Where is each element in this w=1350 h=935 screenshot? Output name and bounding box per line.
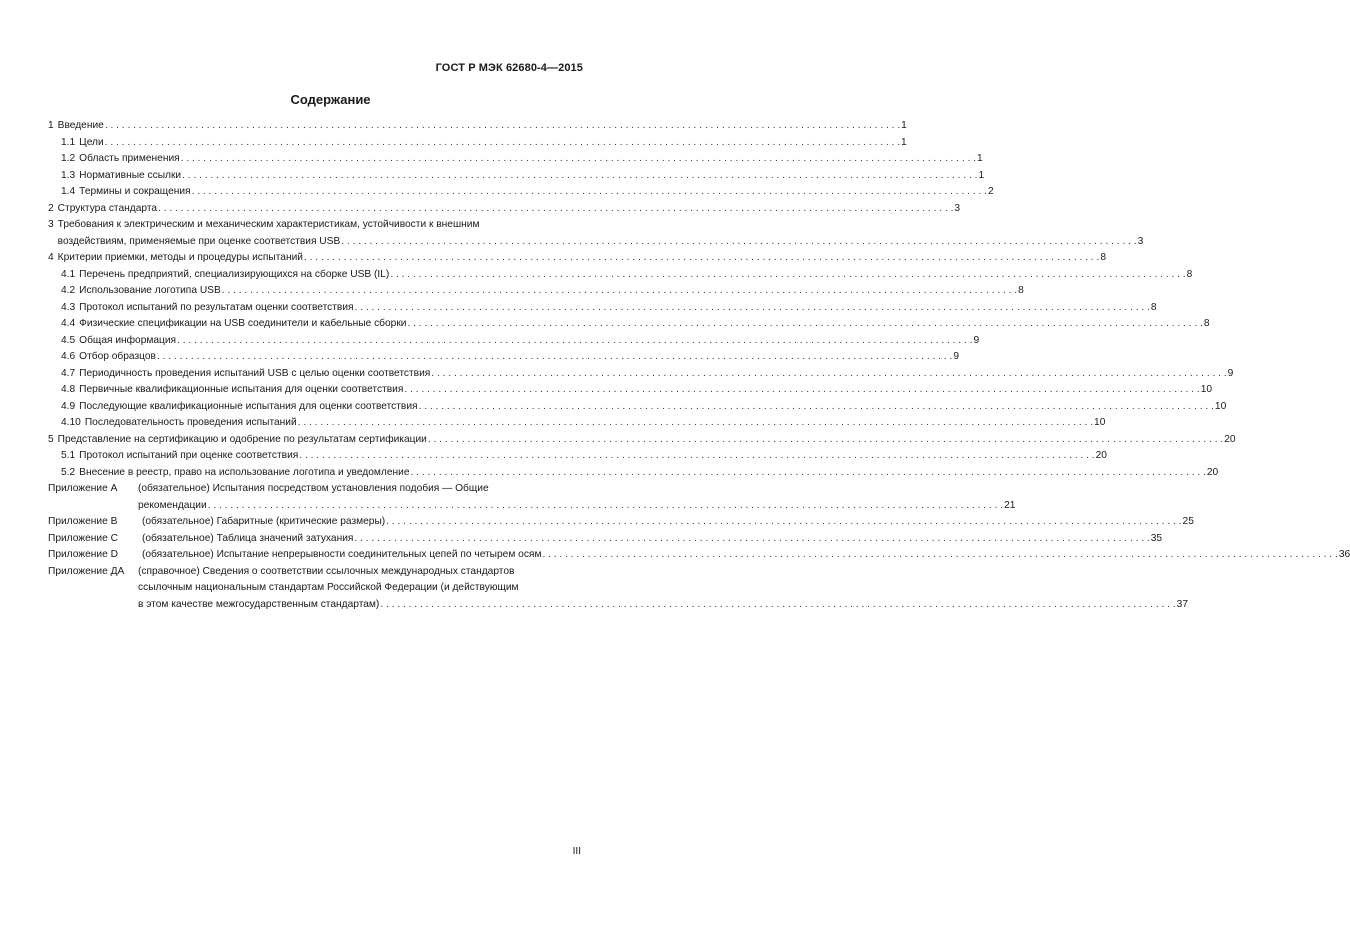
toc-title: Структура стандарта: [57, 202, 158, 214]
toc-number: 1.4: [61, 186, 76, 197]
toc-number: 5.2: [61, 466, 76, 478]
toc-title: Общая информация: [79, 334, 177, 346]
toc-page: 3: [1137, 235, 1144, 247]
toc-entry[interactable]: [48, 151, 983, 168]
toc-number: 4.2: [61, 285, 76, 296]
toc-page: 10: [1094, 417, 1106, 428]
toc-title: Протокол испытаний по результатам оценки соответствия: [79, 301, 354, 313]
toc-title: Первичные квалификационные испытания для оценки соответствия: [79, 384, 404, 395]
toc-title: Цели: [79, 136, 104, 148]
toc-number: 4.10: [61, 417, 81, 428]
toc-page: 9: [1227, 367, 1234, 379]
toc-entry[interactable]: [48, 135, 907, 152]
toc-title: Термины и сокращения: [79, 186, 191, 197]
toc-number: 1.3: [61, 169, 76, 181]
toc-number: 4.3: [61, 301, 76, 313]
toc-number: 4.7: [61, 367, 76, 379]
toc-title: Перечень предприятий, специализирующихся на сборке USB (IL): [79, 268, 390, 280]
toc-number: 4.4: [61, 318, 76, 329]
toc-page: 25: [1182, 516, 1194, 527]
toc-entry[interactable]: [48, 366, 1234, 383]
toc-title-line: ссылочным национальным стандартам Российской Федерации (и действующим: [138, 582, 519, 593]
toc-title: Последовательность проведения испытаний: [84, 417, 297, 428]
toc-entry[interactable]: [48, 333, 980, 350]
toc-title: (обязательное) Таблица значений затухания: [142, 532, 354, 544]
toc-page: 20: [1206, 466, 1219, 478]
toc-title: (обязательное) Испытание непрерывности соединительных цепей по четырем осям: [142, 549, 542, 560]
toc-title: Область применения: [79, 153, 180, 164]
toc-page: 35: [1150, 532, 1163, 544]
toc-title: Критерии приемки, методы и процедуры испытаний: [57, 252, 303, 263]
toc-title-line: в этом качестве межгосударственным стандартам): [138, 598, 380, 610]
toc-title: Введение: [57, 120, 104, 131]
toc-number: 4.1: [61, 268, 76, 280]
toc-entry[interactable]: [48, 201, 961, 218]
toc-appendix-entry[interactable]: [48, 564, 1189, 614]
toc-page: 37: [1176, 598, 1189, 610]
toc-appendix-label: Приложение С: [48, 532, 118, 544]
toc-appendix-label: Приложение D: [48, 549, 118, 560]
toc-title-line: Требования к электрическим и механическим характеристикам, устойчивости к внешним: [57, 219, 480, 230]
toc-page: 10: [1200, 384, 1213, 395]
toc-appendix-entry[interactable]: [48, 481, 1016, 514]
toc-number: 2: [48, 202, 54, 214]
toc-entry[interactable]: [48, 168, 985, 185]
toc-appendix-entry[interactable]: [48, 531, 1163, 548]
toc-page: 21: [1004, 499, 1016, 511]
toc-title-line: воздействиям, применяемые при оценке соответствия USB: [57, 235, 341, 247]
toc-entry[interactable]: [48, 300, 1157, 317]
toc-page: 1: [977, 153, 983, 164]
toc-number: 4.6: [61, 351, 76, 362]
toc-entry[interactable]: [48, 349, 959, 366]
page-title: Содержание: [290, 92, 371, 107]
toc-page: 3: [954, 202, 961, 214]
toc-entry[interactable]: [48, 250, 1106, 267]
toc-number: 1.1: [61, 136, 76, 148]
toc-page: 36: [1338, 549, 1350, 560]
toc-title: (обязательное) Габаритные (критические размеры): [142, 516, 386, 527]
toc-number: 4.8: [61, 384, 76, 395]
toc-entry[interactable]: [48, 316, 1210, 333]
toc-page: 8: [1186, 268, 1193, 280]
toc-appendix-label: Приложение ДА: [48, 565, 125, 577]
toc-title: Внесение в реестр, право на использование логотипа и уведомление: [79, 466, 410, 478]
toc-number: 3: [48, 219, 54, 230]
toc-page: 8: [1203, 318, 1210, 329]
toc-page: 10: [1214, 400, 1227, 412]
toc-entry[interactable]: [48, 283, 1024, 300]
page-number: III: [572, 846, 581, 857]
toc-title: Нормативные ссылки: [79, 169, 182, 181]
toc-title-line: рекомендации: [138, 499, 207, 511]
toc-appendix-label: Приложение В: [48, 516, 118, 527]
toc-appendix-entry[interactable]: [48, 514, 1194, 531]
toc-page: 20: [1095, 450, 1107, 461]
toc-title: Протокол испытаний при оценке соответствия: [79, 450, 299, 461]
toc-page: 9: [973, 334, 980, 346]
toc-entry[interactable]: [48, 217, 1144, 250]
toc-number: 4.5: [61, 334, 76, 346]
toc-page: 1: [978, 169, 985, 181]
table-of-contents: [48, 118, 1350, 613]
toc-number: 4: [48, 252, 54, 263]
toc-number: 4.9: [61, 400, 76, 412]
toc-entry[interactable]: [48, 432, 1236, 449]
toc-title: Использование логотипа USB: [79, 285, 221, 296]
toc-entry[interactable]: [48, 415, 1106, 432]
toc-page: 8: [1150, 301, 1157, 313]
toc-entry[interactable]: [48, 382, 1213, 399]
toc-title: Представление на сертификацию и одобрение по результатам сертификации: [57, 433, 427, 445]
toc-page: 9: [953, 351, 959, 362]
toc-number: 1.2: [61, 153, 76, 164]
toc-number: 5: [48, 433, 54, 445]
document-id: ГОСТ Р МЭК 62680-4—2015: [435, 62, 583, 74]
toc-title-line: (справочное) Сведения о соответствии ссылочных международных стандартов: [138, 565, 515, 577]
toc-page: 8: [1100, 252, 1106, 263]
toc-entry[interactable]: [48, 118, 907, 135]
toc-title-line: (обязательное) Испытания посредством установления подобия — Общие: [138, 483, 489, 494]
toc-appendix-label: Приложение А: [48, 483, 118, 494]
toc-title: Отбор образцов: [79, 351, 156, 362]
toc-title: Периодичность проведения испытаний USB с целью оценки соответствия: [79, 367, 431, 379]
toc-entry[interactable]: [48, 267, 1193, 284]
toc-number: 5.1: [61, 450, 76, 461]
toc-number: 1: [48, 120, 54, 131]
toc-entry[interactable]: [48, 465, 1219, 482]
toc-entry[interactable]: [48, 399, 1227, 416]
toc-page: 1: [901, 120, 907, 131]
toc-entry[interactable]: [48, 448, 1107, 465]
toc-page: 2: [987, 186, 994, 197]
toc-title: Физические спецификации на USB соединители и кабельные сборки: [79, 318, 407, 329]
toc-title: Последующие квалификационные испытания для оценки соответствия: [79, 400, 418, 412]
toc-page: 20: [1224, 433, 1236, 445]
toc-page: 1: [901, 136, 907, 148]
toc-appendix-entry[interactable]: [48, 547, 1350, 564]
toc-entry[interactable]: [48, 184, 994, 201]
toc-page: 8: [1018, 285, 1024, 296]
